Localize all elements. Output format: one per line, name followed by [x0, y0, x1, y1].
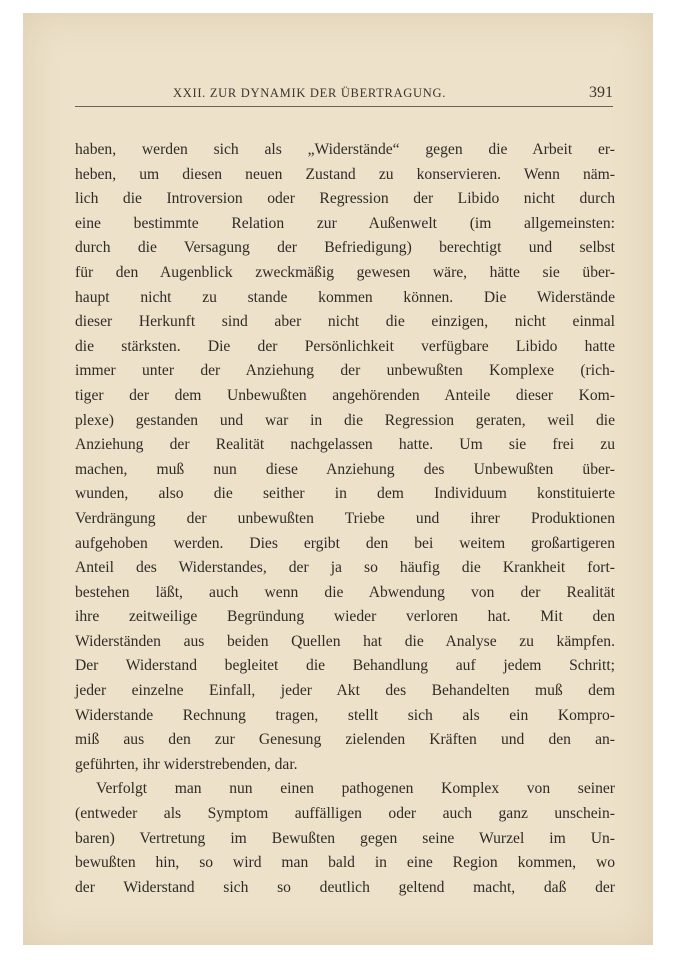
- text-line: wunden, also die seither in dem Individuum konstituierte: [75, 485, 615, 503]
- text-line-paragraph-start: Verfolgt man nun einen pathogenen Komplex von seiner: [96, 780, 615, 798]
- text-line: tiger der dem Unbewußten angehörenden Anteile dieser Kom-: [75, 386, 615, 404]
- page-number: 391: [589, 84, 613, 101]
- text-line: bewußten hin, so wird man bald in eine Region kommen, wo: [75, 854, 615, 872]
- text-line: die stärksten. Die der Persönlichkeit verfügbare Libido hatte: [75, 337, 615, 355]
- body-text: [75, 138, 615, 900]
- text-line: bestehen läßt, auch wenn die Abwendung von der Realität: [75, 583, 615, 601]
- text-line: für den Augenblick zweckmäßig gewesen wäre, hätte sie über-: [75, 263, 615, 281]
- text-line: aufgehoben werden. Dies ergibt den bei weitem großartigeren: [75, 534, 615, 552]
- text-line: Verdrängung der unbewußten Triebe und ihrer Produktionen: [75, 509, 615, 527]
- page-header: [75, 84, 613, 107]
- text-line: Der Widerstand begleitet die Behandlung auf jedem Schritt;: [75, 657, 615, 675]
- text-line: Widerstande Rechnung tragen, stellt sich als ein Kompro-: [75, 706, 615, 724]
- text-line: Widerständen aus beiden Quellen hat die Analyse zu kämpfen.: [75, 632, 615, 650]
- text-line: eine bestimmte Relation zur Außenwelt (im allgemeinsten:: [75, 214, 615, 232]
- text-line: dieser Herkunft sind aber nicht die einzigen, nicht einmal: [75, 313, 615, 331]
- text-line: (entweder als Symptom auffälligen oder auch ganz unschein-: [75, 805, 615, 823]
- text-line: Anziehung der Realität nachgelassen hatte. Um sie frei zu: [75, 436, 615, 454]
- text-line: baren) Vertretung im Bewußten gegen seine Wurzel im Un-: [75, 829, 615, 847]
- text-line-paragraph-end: geführten, ihr widerstrebenden, dar.: [75, 755, 298, 773]
- text-line: Anteil des Widerstandes, der ja so häufig die Krankheit fort-: [75, 559, 615, 577]
- book-page: [23, 13, 653, 945]
- text-line: ihre zeitweilige Begründung wieder verloren hat. Mit den: [75, 608, 615, 626]
- text-line: immer unter der Anziehung der unbewußten Komplexe (rich-: [75, 362, 615, 380]
- text-line: der Widerstand sich so deutlich geltend macht, daß der: [75, 878, 615, 896]
- text-line: machen, muß nun diese Anziehung des Unbewußten über-: [75, 460, 615, 478]
- text-line: haben, werden sich als „Widerstände“ gegen die Arbeit er-: [75, 141, 615, 158]
- running-head: XXII. ZUR DYNAMIK DER ÜBERTRAGUNG.: [173, 86, 447, 100]
- text-line: lich die Introversion oder Regression der Libido nicht durch: [75, 190, 615, 208]
- text-line: plexe) gestanden und war in die Regression geraten, weil die: [75, 411, 615, 429]
- text-line: durch die Versagung der Befriedigung) berechtigt und selbst: [75, 239, 615, 257]
- text-line: jeder einzelne Einfall, jeder Akt des Behandelten muß dem: [75, 682, 615, 700]
- text-line: haupt nicht zu stande kommen können. Die Widerstände: [75, 288, 615, 306]
- text-line: miß aus den zur Genesung zielenden Kräften und den an-: [75, 731, 615, 749]
- text-line: heben, um diesen neuen Zustand zu konservieren. Wenn näm-: [75, 165, 615, 183]
